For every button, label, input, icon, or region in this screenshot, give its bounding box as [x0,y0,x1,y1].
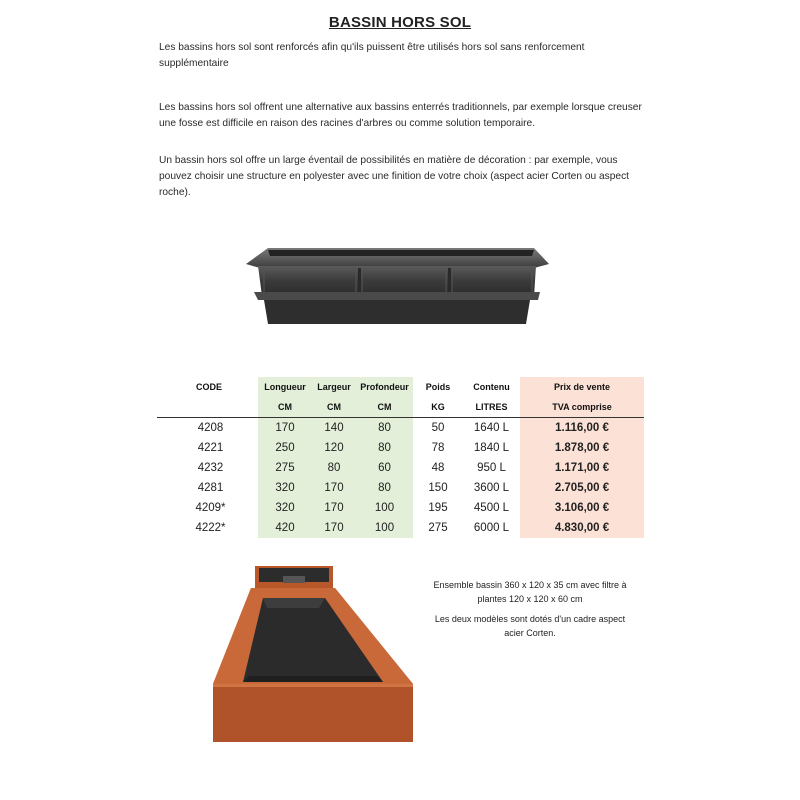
corten-basin-image [203,562,415,746]
price-table [157,377,644,538]
page-title: BASSIN HORS SOL [328,14,472,31]
table-row [157,498,644,518]
cell-depth: 80 [356,478,413,498]
cell-price: 1.116,00 € [520,418,644,439]
cell-volume: 3600 L [473,482,510,494]
cell-length: 250 [258,438,312,458]
cell-length: 320 [258,498,312,518]
cell-depth: 100 [356,518,413,538]
cell-length: 320 [258,478,312,498]
unit-length: CM [258,397,312,418]
cell-width: 120 [312,438,356,458]
cell-weight: 50 [431,422,445,434]
cell-volume: 950 L [477,462,506,474]
unit-volume: LITRES [463,397,520,418]
cell-price: 1.171,00 € [520,458,644,478]
unit-price: TVA comprise [520,397,644,418]
table-row [157,438,644,458]
cell-code: 4281 [197,482,224,494]
table-unit-row [157,397,644,418]
cell-volume: 1840 L [473,442,510,454]
table-row [157,478,644,498]
cell-width: 170 [312,498,356,518]
cell-weight: 275 [428,522,448,534]
cell-code: 4209* [195,502,226,514]
cell-weight: 78 [431,442,445,454]
table-row [157,418,644,439]
cell-depth: 100 [356,498,413,518]
cell-price: 2.705,00 € [520,478,644,498]
cell-length: 420 [258,518,312,538]
col-length-header: Longueur [258,377,312,397]
cell-code: 4221 [197,442,224,454]
cell-price: 3.106,00 € [520,498,644,518]
cell-length: 170 [258,418,312,439]
cell-weight: 195 [428,502,448,514]
intro-paragraph: Les bassins hors sol sont renforcés afin qu'ils puissent être utilisés hors sol sans renforcement supplémentaire [159,42,585,69]
ensemble-note: Ensemble bassin 360 x 120 x 35 cm avec filtre à plantes 120 x 120 x 60 cm [433,580,627,604]
cell-weight: 48 [431,462,445,474]
cell-volume: 4500 L [473,502,510,514]
cell-volume: 1640 L [473,422,510,434]
cell-width: 170 [312,478,356,498]
col-price-header: Prix de vente [520,377,644,397]
cell-code: 4222* [195,522,226,534]
col-depth-header: Profondeur [356,377,413,397]
cell-length: 275 [258,458,312,478]
cell-width: 80 [312,458,356,478]
cell-depth: 80 [356,418,413,439]
col-code-header: CODE [196,382,223,392]
table-row [157,458,644,478]
cell-depth: 60 [356,458,413,478]
unit-weight: KG [413,397,463,418]
cell-price: 4.830,00 € [520,518,644,538]
col-weight-header: Poids [425,382,451,392]
cell-weight: 150 [428,482,448,494]
cell-depth: 80 [356,438,413,458]
alternative-paragraph: Les bassins hors sol offrent une alternative aux bassins enterrés traditionnels, par exemple lorsque creuser une fosse est difficile en raison des racines d'arbres ou comme solution temporaire. [159,102,642,129]
cell-price: 1.878,00 € [520,438,644,458]
unit-code [157,397,258,418]
cell-code: 4232 [197,462,224,474]
polyester-basin-image [244,244,550,328]
cell-code: 4208 [197,422,224,434]
col-volume-header: Contenu [473,382,510,392]
unit-width: CM [312,397,356,418]
table-row [157,518,644,538]
cell-width: 170 [312,518,356,538]
cell-width: 140 [312,418,356,439]
table-header-row [157,377,644,397]
unit-depth: CM [356,397,413,418]
cell-volume: 6000 L [473,522,510,534]
col-width-header: Largeur [312,377,356,397]
corten-frame-note: Les deux modèles sont dotés d'un cadre aspect acier Corten. [434,614,626,638]
decoration-paragraph: Un bassin hors sol offre un large éventail de possibilités en matière de décoration : par exemple, vous pouvez choisir une structure en polyester avec une finition de votre choix (aspect acier Corten ou aspect roche). [159,155,630,198]
